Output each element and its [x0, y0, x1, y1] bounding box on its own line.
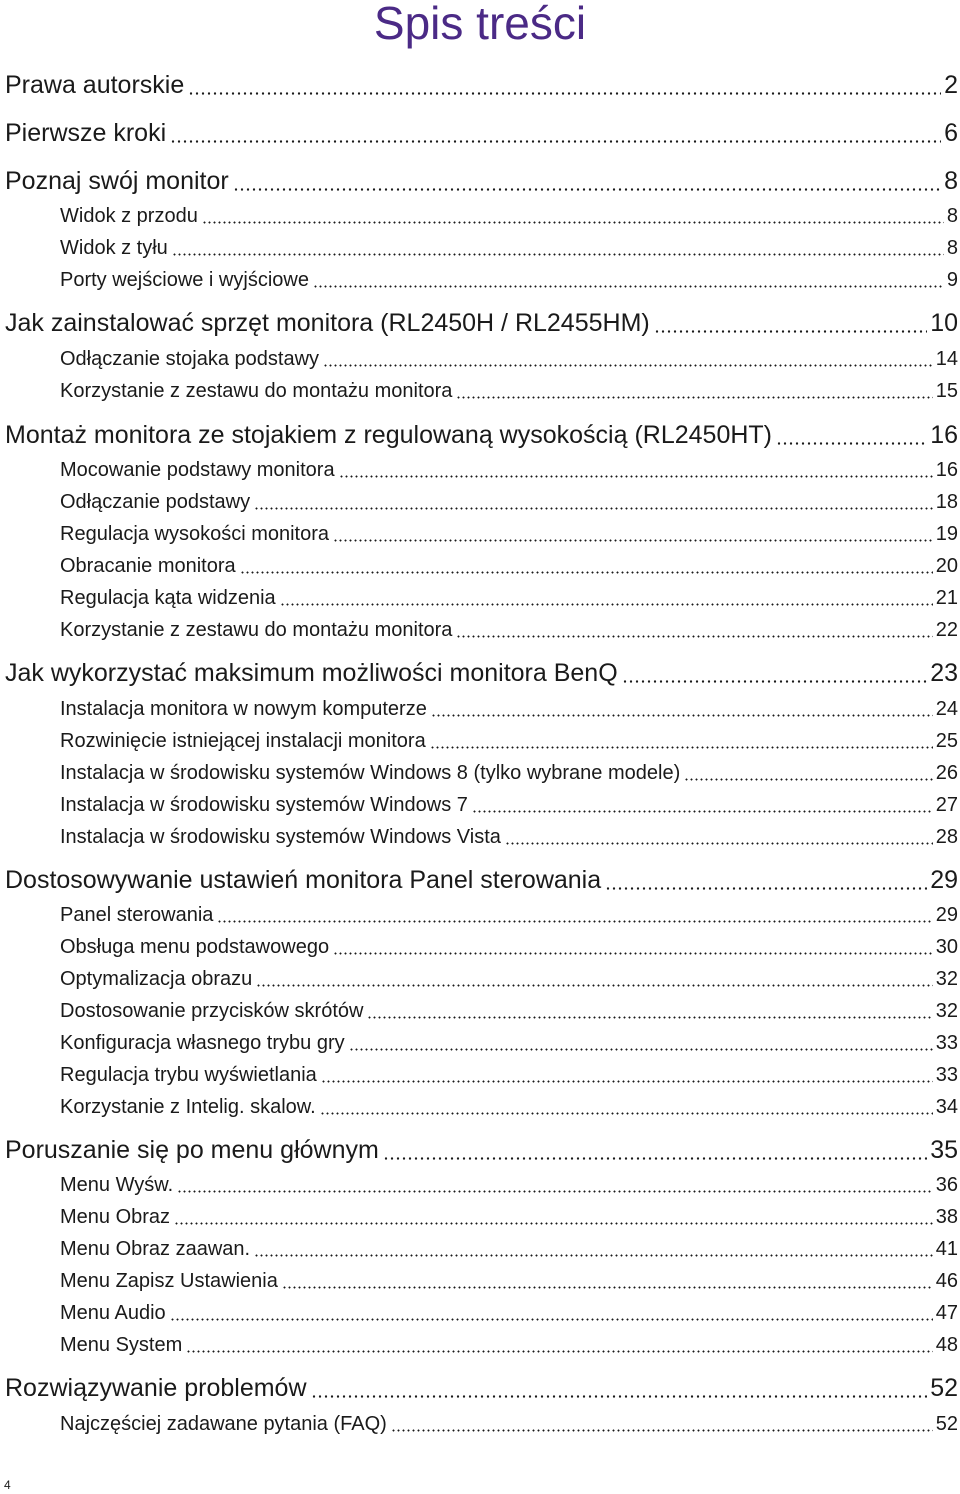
toc-dot-leader — [320, 1095, 933, 1115]
toc-entry-page-number: 9 — [946, 269, 958, 291]
toc-entry-label: Jak wykorzystać maksimum możliwości monitora BenQ — [5, 659, 618, 687]
toc-entry-page-number: 29 — [930, 866, 958, 894]
toc-entry-section[interactable] — [60, 554, 958, 578]
toc-entry-section[interactable] — [60, 935, 958, 959]
toc-entry-section[interactable] — [60, 1205, 958, 1229]
toc-entry-label: Mocowanie podstawy monitora — [60, 459, 335, 481]
toc-entry-label: Menu Zapisz Ustawienia — [60, 1270, 278, 1292]
toc-entry-section[interactable] — [60, 1301, 958, 1325]
toc-entry-page-number: 8 — [946, 237, 958, 259]
toc-entry-label: Menu System — [60, 1334, 183, 1356]
toc-entry-page-number: 41 — [935, 1238, 958, 1260]
toc-entry-label: Dostosowywanie ustawień monitora Panel sterowania — [5, 866, 602, 894]
toc-entry-chapter[interactable] — [5, 1136, 958, 1164]
toc-entry-page-number: 48 — [935, 1334, 958, 1356]
toc-dot-leader — [233, 166, 941, 191]
toc-entry-section[interactable] — [60, 1269, 958, 1293]
toc-entry-chapter[interactable] — [5, 309, 958, 337]
toc-entry-section[interactable] — [60, 903, 958, 927]
toc-dot-leader — [202, 204, 944, 224]
toc-entry-page-number: 19 — [935, 523, 958, 545]
toc-entry-page-number: 30 — [935, 936, 958, 958]
toc-entry-section[interactable] — [60, 1173, 958, 1197]
toc-entry-section[interactable] — [60, 1237, 958, 1261]
toc-entry-label: Menu Obraz zaawan. — [60, 1238, 251, 1260]
footer-page-number: 4 — [4, 1478, 11, 1492]
toc-entry-page-number: 35 — [930, 1136, 958, 1164]
toc-entry-label: Widok z przodu — [60, 205, 198, 227]
toc-entry-label: Korzystanie z zestawu do montażu monitora — [60, 619, 453, 641]
toc-entry-label: Menu Wyśw. — [60, 1174, 174, 1196]
toc-entry-section[interactable] — [60, 458, 958, 482]
toc-entry-page-number: 33 — [935, 1064, 958, 1086]
toc-dot-leader — [456, 379, 932, 399]
toc-entry-page-number: 24 — [935, 698, 958, 720]
toc-entry-label: Rozwiązywanie problemów — [5, 1374, 307, 1402]
toc-entry-page-number: 52 — [930, 1374, 958, 1402]
toc-dot-leader — [431, 697, 933, 717]
toc-dot-leader — [654, 308, 927, 333]
toc-entry-label: Instalacja w środowisku systemów Windows 7 — [60, 794, 468, 816]
toc-entry-section[interactable] — [60, 618, 958, 642]
toc-entry-chapter[interactable] — [5, 71, 958, 99]
toc-entry-section[interactable] — [60, 793, 958, 817]
toc-entry-page-number: 33 — [935, 1032, 958, 1054]
toc-entry-label: Instalacja w środowisku systemów Windows 8 (tylko wybrane modele) — [60, 762, 681, 784]
toc-entry-page-number: 38 — [935, 1206, 958, 1228]
toc-entry-page-number: 23 — [930, 659, 958, 687]
toc-entry-page-number: 32 — [935, 968, 958, 990]
toc-entry-page-number: 8 — [946, 205, 958, 227]
toc-dot-leader — [323, 347, 933, 367]
toc-entry-label: Montaż monitora ze stojakiem z regulowaną wysokością (RL2450HT) — [5, 421, 772, 449]
toc-dot-leader — [256, 967, 932, 987]
toc-entry-page-number: 2 — [944, 71, 958, 99]
toc-entry-page-number: 28 — [935, 826, 958, 848]
toc-entry-page-number: 16 — [935, 459, 958, 481]
toc-entry-label: Prawa autorskie — [5, 71, 185, 99]
toc-dot-leader — [456, 618, 932, 638]
toc-entry-chapter[interactable] — [5, 1374, 958, 1402]
toc-entry-page-number: 10 — [930, 309, 958, 337]
toc-entry-label: Rozwinięcie istniejącej instalacji monitora — [60, 730, 426, 752]
toc-entry-section[interactable] — [60, 1063, 958, 1087]
toc-entry-section[interactable] — [60, 522, 958, 546]
page-title: Spis treści — [373, 0, 587, 49]
toc-dot-leader — [282, 1269, 933, 1289]
toc-entry-section[interactable] — [60, 999, 958, 1023]
toc-entry-section[interactable] — [60, 586, 958, 610]
toc-entry-section[interactable] — [60, 729, 958, 753]
toc-dot-leader — [391, 1412, 933, 1432]
toc-entry-label: Porty wejściowe i wyjściowe — [60, 269, 309, 291]
toc-entry-page-number: 52 — [935, 1413, 958, 1435]
toc-dot-leader — [339, 458, 933, 478]
toc-dot-leader — [217, 903, 932, 923]
toc-entry-page-number: 16 — [930, 421, 958, 449]
toc-dot-leader — [505, 825, 933, 845]
toc-entry-label: Obracanie monitora — [60, 555, 236, 577]
toc-entry-label: Odłączanie stojaka podstawy — [60, 348, 320, 370]
toc-dot-leader — [333, 522, 933, 542]
toc-dot-leader — [430, 729, 933, 749]
toc-dot-leader — [177, 1173, 933, 1193]
toc-entry-chapter[interactable] — [5, 421, 958, 449]
toc-dot-leader — [605, 865, 927, 890]
toc-entry-page-number: 34 — [935, 1096, 958, 1118]
toc-entry-page-number: 36 — [935, 1174, 958, 1196]
toc-entry-section[interactable] — [60, 490, 958, 514]
toc-entry-section[interactable] — [60, 1333, 958, 1357]
toc-entry-page-number: 26 — [935, 762, 958, 784]
toc-entry-label: Optymalizacja obrazu — [60, 968, 253, 990]
toc-dot-leader — [349, 1031, 933, 1051]
toc-entry-section[interactable] — [60, 236, 958, 260]
toc-entry-page-number: 6 — [944, 119, 958, 147]
toc-entry-page-number: 25 — [935, 730, 958, 752]
toc-dot-leader — [383, 1135, 927, 1160]
toc-entry-section[interactable] — [60, 379, 958, 403]
toc-entry-page-number: 18 — [935, 491, 958, 513]
toc-entry-label: Dostosowanie przycisków skrótów — [60, 1000, 364, 1022]
toc-entry-label: Instalacja w środowisku systemów Windows Vista — [60, 826, 501, 848]
toc-entry-chapter[interactable] — [5, 659, 958, 687]
toc-entry-label: Korzystanie z Intelig. skalow. — [60, 1096, 316, 1118]
toc-entry-section[interactable] — [60, 825, 958, 849]
toc-entry-section[interactable] — [60, 204, 958, 228]
toc-entry-page-number: 27 — [935, 794, 958, 816]
toc-dot-leader — [172, 236, 944, 256]
toc-entry-label: Najczęściej zadawane pytania (FAQ) — [60, 1413, 387, 1435]
toc-entry-page-number: 46 — [935, 1270, 958, 1292]
toc-entry-label: Regulacja wysokości monitora — [60, 523, 330, 545]
toc-entry-section[interactable] — [60, 347, 958, 371]
toc-entry-label: Menu Audio — [60, 1302, 166, 1324]
toc-entry-section[interactable] — [60, 1412, 958, 1436]
toc-dot-leader — [313, 268, 944, 288]
toc-entry-section[interactable] — [60, 268, 958, 292]
toc-entry-label: Jak zainstalować sprzęt monitora (RL2450H / RL2455HM) — [5, 309, 650, 337]
toc-entry-label: Panel sterowania — [60, 904, 214, 926]
toc-dot-leader — [174, 1205, 933, 1225]
toc-entry-page-number: 8 — [944, 167, 958, 195]
toc-dot-leader — [333, 935, 933, 955]
toc-dot-leader — [254, 490, 933, 510]
toc-dot-leader — [188, 70, 941, 95]
toc-dot-leader — [170, 118, 941, 143]
toc-entry-label: Poznaj swój monitor — [5, 167, 229, 195]
toc-dot-leader — [240, 554, 933, 574]
toc-entry-chapter[interactable] — [5, 167, 958, 195]
toc-entry-page-number: 15 — [935, 380, 958, 402]
toc-entry-label: Korzystanie z zestawu do montażu monitora — [60, 380, 453, 402]
toc-dot-leader — [186, 1333, 932, 1353]
toc-entry-page-number: 22 — [935, 619, 958, 641]
toc-entry-label: Regulacja trybu wyświetlania — [60, 1064, 317, 1086]
toc-dot-leader — [170, 1301, 933, 1321]
toc-entry-chapter[interactable] — [5, 866, 958, 894]
toc-entry-page-number: 47 — [935, 1302, 958, 1324]
toc-entry-label: Widok z tyłu — [60, 237, 168, 259]
toc-dot-leader — [472, 793, 933, 813]
toc-entry-section[interactable] — [60, 697, 958, 721]
toc-entry-label: Poruszanie się po menu głównym — [5, 1136, 379, 1164]
toc-entry-page-number: 21 — [935, 587, 958, 609]
toc-entry-label: Obsługa menu podstawowego — [60, 936, 330, 958]
toc-entry-label: Pierwsze kroki — [5, 119, 167, 147]
toc-entry-page-number: 20 — [935, 555, 958, 577]
toc-dot-leader — [311, 1373, 928, 1398]
toc-entry-label: Odłączanie podstawy — [60, 491, 251, 513]
toc-dot-leader — [776, 420, 927, 445]
toc-entry-label: Instalacja monitora w nowym komputerze — [60, 698, 427, 720]
toc-entry-label: Regulacja kąta widzenia — [60, 587, 276, 609]
toc-entry-label: Menu Obraz — [60, 1206, 171, 1228]
toc-entry-page-number: 32 — [935, 1000, 958, 1022]
toc-dot-leader — [367, 999, 932, 1019]
toc-dot-leader — [254, 1237, 933, 1257]
toc-entry-section[interactable] — [60, 967, 958, 991]
toc-dot-leader — [321, 1063, 933, 1083]
toc-dot-leader — [280, 586, 933, 606]
toc-entry-label: Konfiguracja własnego trybu gry — [60, 1032, 345, 1054]
toc-dot-leader — [684, 761, 933, 781]
toc-entry-page-number: 29 — [935, 904, 958, 926]
toc-entry-chapter[interactable] — [5, 119, 958, 147]
toc-entry-section[interactable] — [60, 1095, 958, 1119]
toc-entry-page-number: 14 — [935, 348, 958, 370]
toc-entry-section[interactable] — [60, 1031, 958, 1055]
toc-entry-section[interactable] — [60, 761, 958, 785]
toc-dot-leader — [622, 658, 928, 683]
